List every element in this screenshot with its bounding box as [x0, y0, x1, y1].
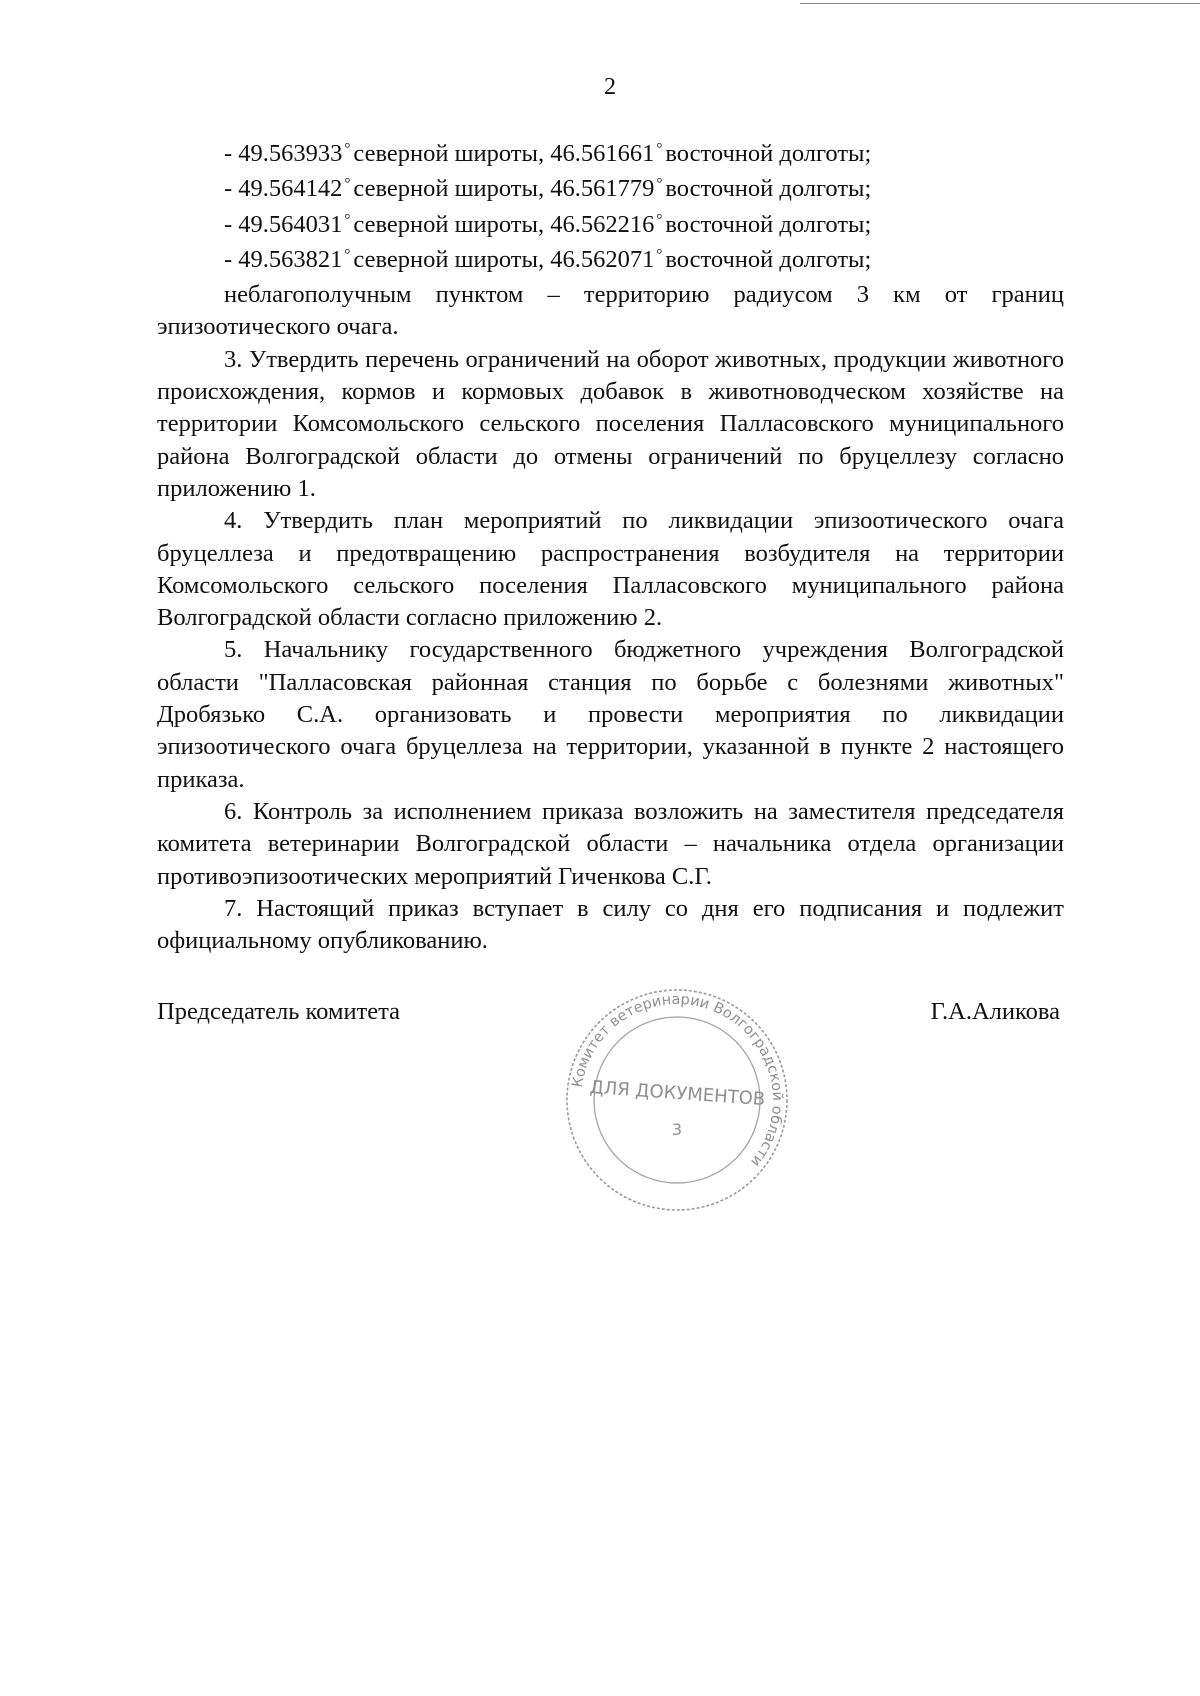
- degree-sign: °: [656, 246, 663, 263]
- page-number: 2: [604, 74, 616, 100]
- latitude-label: северной широты,: [353, 210, 545, 238]
- degree-sign: °: [656, 176, 663, 193]
- degree-sign: °: [656, 211, 663, 228]
- coordinate-line: [157, 244, 1064, 279]
- list-dash: -: [224, 175, 239, 203]
- list-dash: -: [224, 245, 239, 273]
- latitude-label: северной широты,: [353, 175, 545, 203]
- paragraph-item-4: 4. Утвердить план мероприятий по ликвидации эпизоотического очага бруцеллеза и предотвращению распространения возбудителя на территории Комсомольского сельского поселения Палласовского муниципального района Волгоградской области согласно приложению 2.: [157, 507, 1064, 632]
- degree-sign: °: [344, 211, 351, 228]
- paragraph-item-3: 3. Утвердить перечень ограничений на оборот животных, продукции животного происхождения, кормов и кормовых добавок в животноводческом хозяйстве на территории Комсомольского сельского поселения Палласовского муниципального района Волгоградской области до отмены ограничений по бруцеллезу согласно приложению 1.: [157, 345, 1064, 502]
- longitude-label: восточной долготы;: [665, 175, 872, 203]
- latitude-value: 49.564142: [238, 175, 343, 203]
- stamp-inner-text: ДЛЯ ДОКУМЕНТОВ: [588, 1076, 766, 1111]
- longitude-value: 46.562071: [550, 245, 655, 273]
- paragraph-unfavorable-point: неблагополучным пунктом – территорию радиусом 3 км от границ эпизоотического очага.: [157, 281, 1064, 341]
- degree-sign: °: [344, 176, 351, 193]
- degree-sign: °: [344, 246, 351, 263]
- signatory-title: Председатель комитета: [157, 998, 401, 1025]
- coordinate-line: [157, 138, 1064, 173]
- list-dash: -: [224, 210, 239, 238]
- longitude-label: восточной долготы;: [665, 245, 872, 273]
- longitude-value: 46.561779: [550, 175, 655, 203]
- latitude-value: 49.564031: [238, 210, 343, 238]
- list-dash: -: [224, 140, 239, 167]
- stamp-number: 3: [671, 1120, 683, 1139]
- document-body: [157, 138, 1064, 957]
- latitude-value: 49.563933: [238, 140, 343, 167]
- stamp-outer-text: Комитет ветеринарии Волгоградской области: [569, 991, 786, 1170]
- paragraph-item-7: 7. Настоящий приказ вступает в силу со дня его подписания и подлежит официальному опубликованию.: [157, 894, 1064, 955]
- degree-sign: °: [656, 141, 663, 157]
- paragraph-item-5: 5. Начальнику государственного бюджетного учреждения Волгоградской области "Палласовская районная станция по борьбе с болезнями животных" Дробязько С.А. организовать и провести мероприятия по ликвидации эпизоотического очага бруцеллеза на территории, указанной в пункте 2 настоящего приказа.: [157, 636, 1064, 793]
- signatory-name: Г.А.Аликова: [930, 998, 1060, 1025]
- top-edge-line: [800, 3, 1200, 4]
- coordinate-line: [157, 209, 1064, 244]
- official-stamp: [562, 985, 792, 1215]
- longitude-label: восточной долготы;: [665, 140, 872, 167]
- coordinate-line: [157, 173, 1064, 208]
- longitude-label: восточной долготы;: [665, 210, 872, 238]
- longitude-value: 46.561661: [550, 140, 655, 167]
- paragraph-item-6: 6. Контроль за исполнением приказа возложить на заместителя председателя комитета ветеринарии Волгоградской области – начальника отдела организации противоэпизоотических мероприятий Гиченкова С.Г.: [157, 797, 1064, 890]
- longitude-value: 46.562216: [550, 210, 655, 238]
- degree-sign: °: [344, 141, 351, 157]
- latitude-label: северной широты,: [353, 245, 545, 273]
- latitude-value: 49.563821: [238, 245, 343, 273]
- latitude-label: северной широты,: [353, 140, 545, 167]
